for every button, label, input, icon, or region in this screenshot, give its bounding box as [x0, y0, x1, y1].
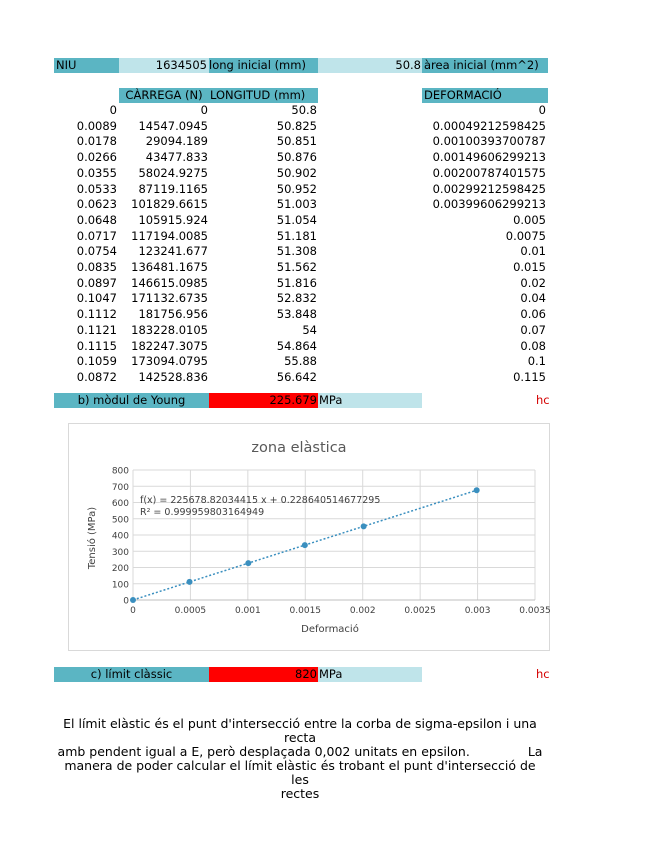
limit-cut-text: hc — [536, 667, 550, 681]
cell-deformacio[interactable]: 0.00299212598425 — [432, 181, 546, 196]
cell-longitud[interactable]: 55.88 — [284, 354, 317, 369]
x-axis-label: Deformació — [301, 624, 359, 635]
cell-tensio[interactable]: 0.0266 — [76, 150, 117, 165]
x-tick-label: 0.0005 — [174, 606, 207, 616]
cell-longitud[interactable]: 50.8 — [291, 103, 317, 117]
data-point[interactable] — [361, 523, 367, 529]
cell-deformacio[interactable]: 0.00049212598425 — [432, 118, 546, 133]
cell-tensio[interactable]: 0.0623 — [76, 197, 117, 212]
cell-carrega[interactable]: 29094.189 — [145, 134, 208, 149]
cell-tensio[interactable]: 0.0897 — [76, 275, 117, 290]
cell-longitud[interactable]: 53.848 — [276, 307, 317, 322]
cell-deformacio[interactable]: 0.00200787401575 — [432, 165, 546, 180]
cell-tensio[interactable]: 0.1047 — [76, 291, 117, 306]
y-axis-label: Tensió (MPa) — [87, 506, 98, 570]
cell-deformacio[interactable]: 0.115 — [513, 369, 546, 384]
cell-deformacio[interactable]: 0.02 — [520, 275, 546, 290]
cell-deformacio[interactable]: 0.07 — [520, 322, 546, 337]
explanation-line-3: manera de poder calcular el límit elàstic és trobant el punt d'intersecció de les — [64, 758, 536, 787]
x-tick-label: 0.0015 — [289, 606, 322, 616]
cell-longitud[interactable]: 51.181 — [276, 228, 317, 243]
cell-carrega[interactable]: 87119.1165 — [138, 181, 208, 196]
y-tick-label: 300 — [111, 547, 129, 558]
y-tick-label: 600 — [111, 499, 129, 509]
col-header-longitud[interactable]: LONGITUD (mm) — [209, 88, 318, 103]
cell-longitud[interactable]: 50.825 — [276, 118, 317, 133]
x-tick-label: 0.002 — [349, 606, 376, 616]
cell-deformacio[interactable]: 0.015 — [513, 260, 546, 274]
cell-tensio[interactable]: 0.0835 — [76, 260, 117, 274]
young-value[interactable]: 225.679 — [209, 393, 318, 408]
cell-carrega[interactable]: 146615.0985 — [131, 275, 208, 290]
cell-deformacio[interactable]: 0.00100393700787 — [432, 134, 546, 149]
cell-carrega[interactable]: 58024.9275 — [138, 165, 208, 180]
col-header-deformacio[interactable]: DEFORMACIÓ — [422, 88, 548, 103]
cell-carrega[interactable]: 171132.6735 — [131, 291, 208, 306]
explanation-line-1: El límit elàstic és el punt d'intersecció entre la corba de sigma-epsilon i una recta — [63, 716, 537, 745]
x-tick-label: 0.0035 — [519, 606, 551, 616]
cell-carrega[interactable]: 183228.0105 — [131, 322, 208, 337]
y-tick-label: 800 — [111, 466, 129, 477]
cell-carrega[interactable]: 117194.0085 — [131, 228, 208, 243]
y-tick-label: 700 — [111, 482, 129, 493]
cell-carrega[interactable]: 101829.6615 — [131, 197, 208, 212]
x-tick-labels — [130, 606, 551, 616]
x-tick-label: 0 — [130, 606, 136, 616]
data-point[interactable] — [302, 542, 308, 548]
cell-deformacio[interactable]: 0 — [538, 103, 546, 117]
cell-carrega[interactable]: 14547.0945 — [138, 118, 208, 133]
long-inicial-label[interactable]: long inicial (mm) — [209, 58, 318, 73]
cell-deformacio[interactable]: 0.00399606299213 — [432, 197, 546, 212]
cell-deformacio[interactable]: 0.04 — [520, 291, 546, 306]
cell-tensio[interactable]: 0.0355 — [76, 165, 117, 180]
cell-deformacio[interactable]: 0.005 — [513, 212, 546, 227]
cell-tensio[interactable]: 0.1059 — [76, 354, 117, 369]
x-tick-label: 0.003 — [464, 606, 491, 616]
cell-carrega[interactable]: 105915.924 — [138, 212, 208, 227]
young-cut-text: hc — [536, 393, 550, 407]
cell-deformacio[interactable]: 0.00149606299213 — [432, 150, 546, 165]
young-unit[interactable]: MPa — [318, 393, 422, 408]
y-tick-labels — [112, 467, 129, 607]
y-tick-label: 0 — [123, 596, 129, 607]
cell-deformacio[interactable]: 0.0075 — [505, 228, 546, 243]
chart-title: zona elàstica — [251, 440, 347, 456]
cell-longitud[interactable]: 50.952 — [276, 181, 317, 196]
cell-longitud[interactable]: 50.902 — [276, 165, 317, 180]
explanation-line-2: amb pendent igual a E, però desplaçada 0,002 unitats en epsilon. La — [57, 744, 543, 759]
cell-longitud[interactable]: 54 — [302, 322, 317, 337]
cell-longitud[interactable]: 51.308 — [276, 244, 317, 259]
niu-value[interactable]: 1634505 — [119, 58, 209, 73]
cell-tensio[interactable]: 0.0754 — [76, 244, 117, 259]
cell-tensio[interactable]: 0 — [109, 103, 117, 117]
cell-tensio[interactable]: 0.1115 — [76, 338, 117, 353]
cell-tensio[interactable]: 0.0872 — [76, 369, 117, 384]
cell-tensio[interactable]: 0.0717 — [76, 228, 117, 243]
cell-longitud[interactable]: 52.832 — [276, 291, 317, 306]
trend-r2: R² = 0.999959803164949 — [140, 507, 265, 518]
data-point[interactable] — [187, 579, 193, 585]
y-tick-label: 500 — [111, 515, 129, 526]
cell-longitud[interactable]: 54.864 — [276, 338, 317, 353]
cell-longitud[interactable]: 51.816 — [276, 275, 317, 290]
explanation-text[interactable] — [54, 717, 546, 801]
chart-frame[interactable] — [68, 423, 550, 651]
x-tick-label: 0.0025 — [404, 606, 436, 616]
elastic-zone-chart — [69, 424, 549, 650]
cell-tensio[interactable]: 0.0178 — [76, 134, 117, 149]
cell-longitud[interactable]: 51.054 — [276, 212, 317, 227]
y-tick-label: 100 — [111, 580, 129, 591]
x-tick-label: 0.001 — [234, 606, 261, 616]
cell-carrega[interactable]: 182247.3075 — [131, 338, 208, 353]
cell-carrega[interactable]: 123241.677 — [138, 244, 208, 259]
cell-tensio[interactable]: 0.0089 — [76, 118, 117, 133]
cell-tensio[interactable]: 0.0533 — [76, 181, 117, 196]
y-tick-label: 400 — [111, 531, 129, 542]
cell-longitud[interactable]: 56.642 — [276, 369, 317, 384]
cell-deformacio[interactable]: 0.1 — [527, 354, 546, 369]
cell-carrega[interactable]: 173094.0795 — [131, 354, 208, 369]
col-header-carrega[interactable]: CÀRREGA (N) — [119, 88, 209, 103]
cell-longitud[interactable]: 51.562 — [276, 260, 317, 274]
niu-label[interactable]: NIU — [54, 58, 119, 73]
cell-carrega[interactable]: 136481.1675 — [131, 260, 208, 274]
cell-carrega[interactable]: 181756.956 — [138, 307, 208, 322]
trend-equation: f(x) = 225678.82034415 x + 0.228640514677295 — [140, 495, 381, 506]
cell-carrega[interactable]: 0 — [200, 103, 208, 117]
cell-tensio[interactable]: 0.0648 — [76, 212, 117, 227]
cell-longitud[interactable]: 50.876 — [276, 150, 317, 165]
limit-value[interactable]: 820 — [209, 667, 318, 682]
cell-carrega[interactable]: 43477.833 — [145, 150, 208, 165]
data-point[interactable] — [474, 487, 480, 493]
data-point[interactable] — [245, 560, 251, 566]
long-inicial-value[interactable]: 50.8 — [318, 58, 422, 73]
limit-unit[interactable]: MPa — [318, 667, 422, 682]
limit-label[interactable]: c) límit clàssic — [54, 667, 209, 682]
data-point[interactable] — [130, 597, 136, 603]
explanation-line-4: rectes — [280, 786, 320, 801]
cell-deformacio[interactable]: 0.01 — [520, 244, 546, 259]
cell-tensio[interactable]: 0.1112 — [76, 307, 117, 322]
cell-longitud[interactable]: 50.851 — [276, 134, 317, 149]
cell-longitud[interactable]: 51.003 — [276, 197, 317, 212]
cell-tensio[interactable]: 0.1121 — [76, 322, 117, 337]
cell-deformacio[interactable]: 0.06 — [520, 307, 546, 322]
cell-deformacio[interactable]: 0.08 — [520, 338, 546, 353]
area-inicial-label[interactable]: àrea inicial (mm^2) — [422, 58, 548, 73]
young-label[interactable]: b) mòdul de Young — [54, 393, 209, 408]
cell-carrega[interactable]: 142528.836 — [138, 369, 208, 384]
y-tick-label: 200 — [111, 564, 129, 574]
